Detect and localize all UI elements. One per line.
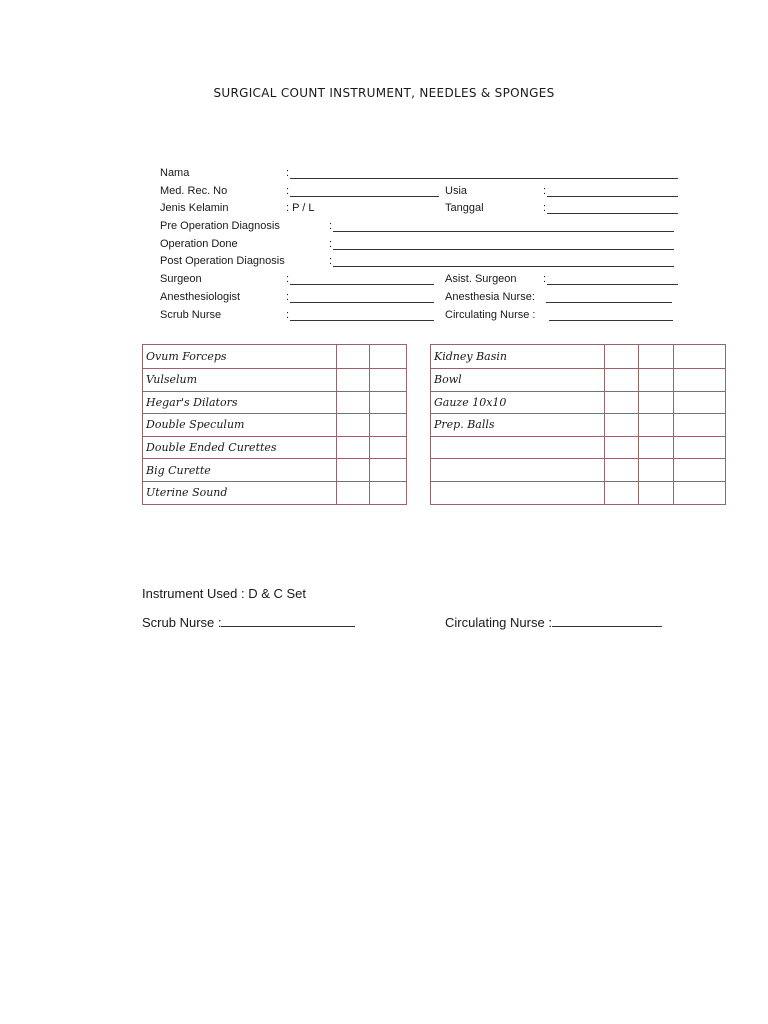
scrub-nurse-signature-row [142,615,355,630]
op-done-field[interactable] [333,249,674,250]
item-name: Kidney Basin [431,345,605,369]
count-cell[interactable] [604,391,638,414]
form-title: SURGICAL COUNT INSTRUMENT, NEEDLES & SPONGES [213,86,555,100]
colon: : [286,273,290,286]
count-cell[interactable] [369,345,406,369]
circulating-nurse-signature-label: Circulating Nurse : [445,615,552,630]
count-cell[interactable] [604,369,638,392]
count-cell[interactable] [336,414,369,437]
count-cell[interactable] [638,414,673,437]
colon: : [329,255,333,268]
count-cell[interactable] [369,481,406,504]
count-cell[interactable] [369,391,406,414]
tanggal-field[interactable] [547,213,678,214]
count-cell[interactable] [369,369,406,392]
asist-surgeon-field[interactable] [547,284,678,285]
surgeon-label: Surgeon [160,273,202,286]
colon: : [543,202,547,215]
scrub-nurse-field[interactable] [290,320,434,321]
count-cell[interactable] [369,436,406,459]
table-row [431,369,726,392]
count-cell[interactable] [638,345,673,369]
count-cell[interactable] [604,414,638,437]
colon: : [286,290,290,303]
count-cell[interactable] [369,414,406,437]
pre-op-label: Pre Operation Diagnosis [160,220,280,233]
table-row [431,436,726,459]
item-name: Bowl [431,369,605,392]
count-cell[interactable] [638,481,673,504]
table-row [431,459,726,482]
item-name: Prep. Balls [431,414,605,437]
circulating-nurse-signature-row [445,615,662,630]
jenis-kelamin-value[interactable]: : P / L [286,202,315,215]
instrument-count-table [142,344,407,505]
count-cell[interactable] [336,436,369,459]
count-cell[interactable] [638,459,673,482]
field-row-pre-op [160,219,680,237]
field-row-anesthesiologist [160,290,680,308]
scrub-nurse-label: Scrub Nurse [160,308,222,321]
colon: : [286,184,290,197]
item-name: Ovum Forceps [143,345,337,369]
item-name: Double Speculum [143,414,337,437]
field-row-medrec [160,184,680,202]
item-name: Gauze 10x10 [431,391,605,414]
sponge-count-table [430,344,726,505]
post-op-label: Post Operation Diagnosis [160,255,285,268]
scrub-nurse-signature-field[interactable] [221,615,355,627]
op-done-label: Operation Done [160,237,238,250]
table-row [143,481,407,504]
table-row [431,391,726,414]
field-row-op-done [160,237,680,255]
colon: : [543,184,547,197]
table-row [143,459,407,482]
asist-surgeon-label: Asist. Surgeon [445,273,517,286]
field-row-scrub-nurse [160,308,680,326]
colon: : [329,220,333,233]
instrument-used-text: Instrument Used : D & C Set [142,586,307,601]
item-name: Hegar's Dilators [143,391,337,414]
patient-info-section [160,166,680,325]
count-cell[interactable] [369,459,406,482]
circulating-nurse-label: Circulating Nurse : [445,308,536,321]
field-row-nama [160,166,680,184]
count-cell[interactable] [673,391,725,414]
count-cell[interactable] [673,481,725,504]
tanggal-label: Tanggal [445,202,484,215]
count-cell[interactable] [336,481,369,504]
count-cell[interactable] [336,369,369,392]
table-row [143,345,407,369]
item-name[interactable] [431,459,605,482]
circulating-nurse-field[interactable] [549,320,673,321]
count-cell[interactable] [673,436,725,459]
item-name[interactable] [431,481,605,504]
colon: : [543,273,547,286]
count-cell[interactable] [336,391,369,414]
item-name: Vulselum [143,369,337,392]
count-cell[interactable] [604,345,638,369]
scrub-nurse-signature-label: Scrub Nurse : [142,615,222,630]
count-cell[interactable] [673,414,725,437]
count-cell[interactable] [638,436,673,459]
count-cell[interactable] [604,481,638,504]
colon: : [286,167,290,179]
nama-label: Nama [160,167,190,179]
table-row [431,345,726,369]
count-cell[interactable] [604,436,638,459]
count-cell[interactable] [638,369,673,392]
table-row [143,369,407,392]
item-name: Big Curette [143,459,337,482]
anesthesiologist-field[interactable] [290,302,434,303]
colon: : [329,237,333,250]
table-row [431,414,726,437]
field-row-post-op [160,254,680,272]
count-cell[interactable] [336,459,369,482]
med-rec-field[interactable] [290,196,439,197]
med-rec-label: Med. Rec. No [160,184,228,197]
anesthesiologist-label: Anesthesiologist [160,290,241,303]
nama-field[interactable] [290,178,678,179]
usia-label: Usia [445,184,468,197]
anesthesia-nurse-label: Anesthesia Nurse: [445,290,535,303]
table-row [143,436,407,459]
item-name: Uterine Sound [143,481,337,504]
anesthesia-nurse-field[interactable] [546,302,672,303]
pre-op-field[interactable] [333,231,674,232]
table-row [431,481,726,504]
count-cell[interactable] [673,459,725,482]
post-op-field[interactable] [333,266,674,267]
jenis-kelamin-label: Jenis Kelamin [160,202,229,215]
surgeon-field[interactable] [290,284,434,285]
count-cell[interactable] [673,369,725,392]
count-cell[interactable] [604,459,638,482]
field-row-surgeon [160,272,680,290]
count-cell[interactable] [673,345,725,369]
item-name[interactable] [431,436,605,459]
count-cell[interactable] [336,345,369,369]
count-cell[interactable] [638,391,673,414]
colon: : [286,308,290,321]
field-row-jenis-kelamin [160,201,680,219]
circulating-nurse-signature-field[interactable] [552,615,662,627]
table-row [143,414,407,437]
table-row [143,391,407,414]
item-name: Double Ended Curettes [143,436,337,459]
usia-field[interactable] [547,196,678,197]
